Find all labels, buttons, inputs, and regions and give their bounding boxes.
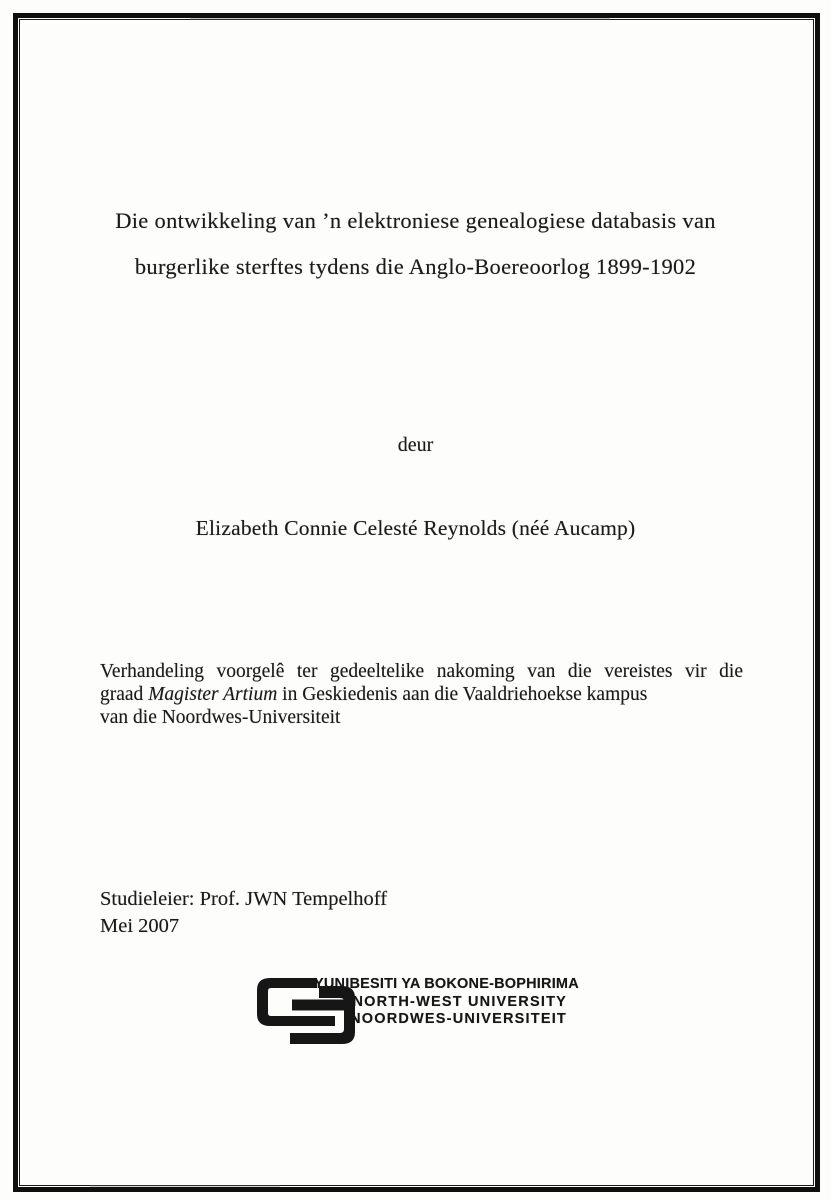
- degree-declaration: [100, 660, 743, 729]
- author-name: Elizabeth Connie Celesté Reynolds (néé Aucamp): [195, 516, 636, 540]
- supervisor-and-date: [100, 886, 387, 939]
- thesis-title: [14, 198, 817, 290]
- logo-text-afrikaans: NOORDWES-UNIVERSITEIT: [350, 1011, 567, 1027]
- scan-artifact: [90, 1185, 280, 1187]
- degree-name-italic: Magister Artium: [148, 684, 278, 705]
- scan-artifact: [190, 18, 610, 20]
- declaration-line2: graad Magister Artium in Geskiedenis aan die Vaaldriehoekse kampus: [100, 684, 648, 705]
- thesis-title-line1: Die ontwikkeling van ’n elektroniese genealogiese databasis van: [115, 208, 716, 233]
- logo-text-english: NORTH-WEST UNIVERSITY: [352, 993, 567, 1010]
- logo-text-setswana: YUNIBESITI YA BOKONE-BOPHIRIMA: [314, 976, 579, 992]
- byline-label: deur: [397, 434, 434, 456]
- university-logo: [256, 975, 616, 1053]
- university-logo-text: [314, 976, 579, 1029]
- declaration-line1: Verhandeling voorgelê ter gedeeltelike nakoming van die vereistes vir die: [100, 661, 743, 682]
- declaration-line3: van die Noordwes-Universiteit: [100, 707, 341, 728]
- thesis-title-line2: burgerlike sterftes tydens die Anglo-Boereoorlog 1899-1902: [134, 254, 697, 279]
- supervisor-line: Studieleier: Prof. JWN Tempelhoff: [100, 888, 388, 910]
- date-line: Mei 2007: [100, 914, 180, 937]
